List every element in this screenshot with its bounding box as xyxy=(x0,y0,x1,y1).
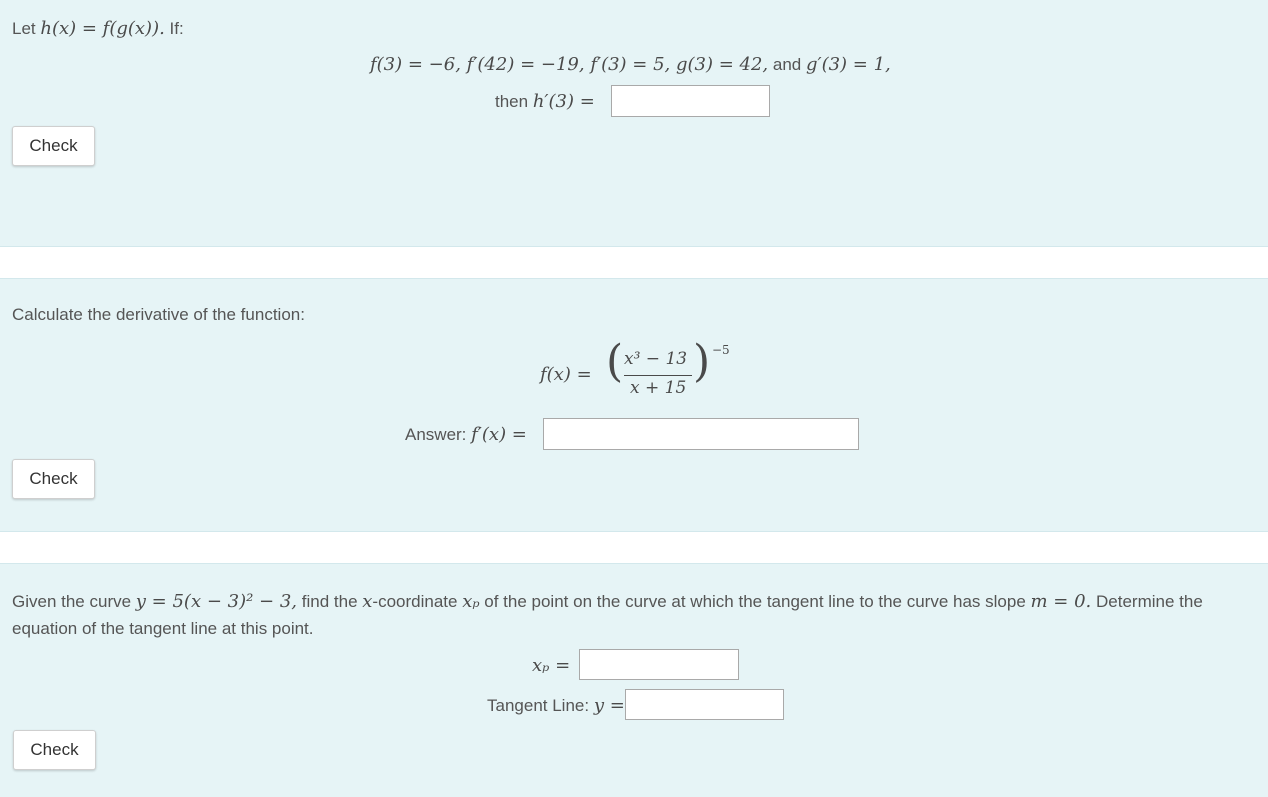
q3-p5: Determine the xyxy=(1091,592,1203,611)
q1-given-and: and xyxy=(768,55,806,74)
q3-p4: of the point on the curve at which the tangent line to the curve has slope xyxy=(479,592,1031,611)
q2-function-lhs xyxy=(540,364,592,385)
question-panel-1 xyxy=(0,0,1268,247)
q1-intro-suffix: If: xyxy=(164,19,184,38)
question-panel-2 xyxy=(0,278,1268,532)
question-panel-3 xyxy=(0,563,1268,797)
q3-xvar: x xyxy=(362,591,373,612)
q2-check-button[interactable]: Check xyxy=(12,459,95,499)
q2-answer-label-text: Answer: xyxy=(405,425,472,444)
q1-given-math2: g′(3) = 1, xyxy=(805,54,891,75)
q3-p2: find the xyxy=(297,592,363,611)
q2-prompt: Calculate the derivative of the function: xyxy=(12,305,305,324)
q3-tangent-input[interactable] xyxy=(625,689,784,720)
q3-slope: m = 0. xyxy=(1030,591,1092,612)
q1-check-button[interactable]: Check xyxy=(12,126,95,166)
q2-right-paren: ) xyxy=(693,336,711,387)
q2-numerator: x³ − 13 xyxy=(624,349,688,369)
q3-xp: xₚ xyxy=(462,591,480,612)
q1-then-text: then xyxy=(495,92,533,111)
q3-prompt-line1 xyxy=(12,591,1203,612)
q1-then-math: h′(3) = xyxy=(532,91,595,112)
q3-xp-input[interactable] xyxy=(579,649,739,680)
q2-func-lhs-math: f(x) = xyxy=(540,364,592,385)
q3-xp-label: xₚ = xyxy=(532,655,571,676)
q3-p3: -coordinate xyxy=(372,592,463,611)
q3-prompt-line2: equation of the tangent line at this point. xyxy=(12,619,314,638)
q2-fraction-bar xyxy=(624,375,692,376)
q2-answer-label xyxy=(405,424,527,445)
q1-intro-math: h(x) = f(g(x)). xyxy=(40,18,165,39)
q3-check-button[interactable]: Check xyxy=(13,730,96,770)
q1-intro-prefix: Let xyxy=(12,19,41,38)
q2-left-paren: ( xyxy=(606,336,624,387)
q3-tangent-label-text: Tangent Line: xyxy=(487,696,594,715)
q3-p1: Given the curve xyxy=(12,592,136,611)
q3-tangent-label xyxy=(487,695,625,716)
q1-given xyxy=(370,54,891,75)
q3-tangent-math: y = xyxy=(593,695,625,716)
q1-intro xyxy=(12,18,184,39)
q1-answer-input[interactable] xyxy=(611,85,770,117)
q2-answer-math: f′(x) = xyxy=(471,424,527,445)
q1-then xyxy=(495,91,595,112)
q2-denominator: x + 15 xyxy=(630,378,687,398)
q3-curve: y = 5(x − 3)² − 3, xyxy=(135,591,298,612)
q2-answer-input[interactable] xyxy=(543,418,859,450)
q2-exponent: −5 xyxy=(712,343,730,357)
q1-given-math: f(3) = −6, f′(42) = −19, f′(3) = 5, g(3) = 42, xyxy=(370,54,769,75)
